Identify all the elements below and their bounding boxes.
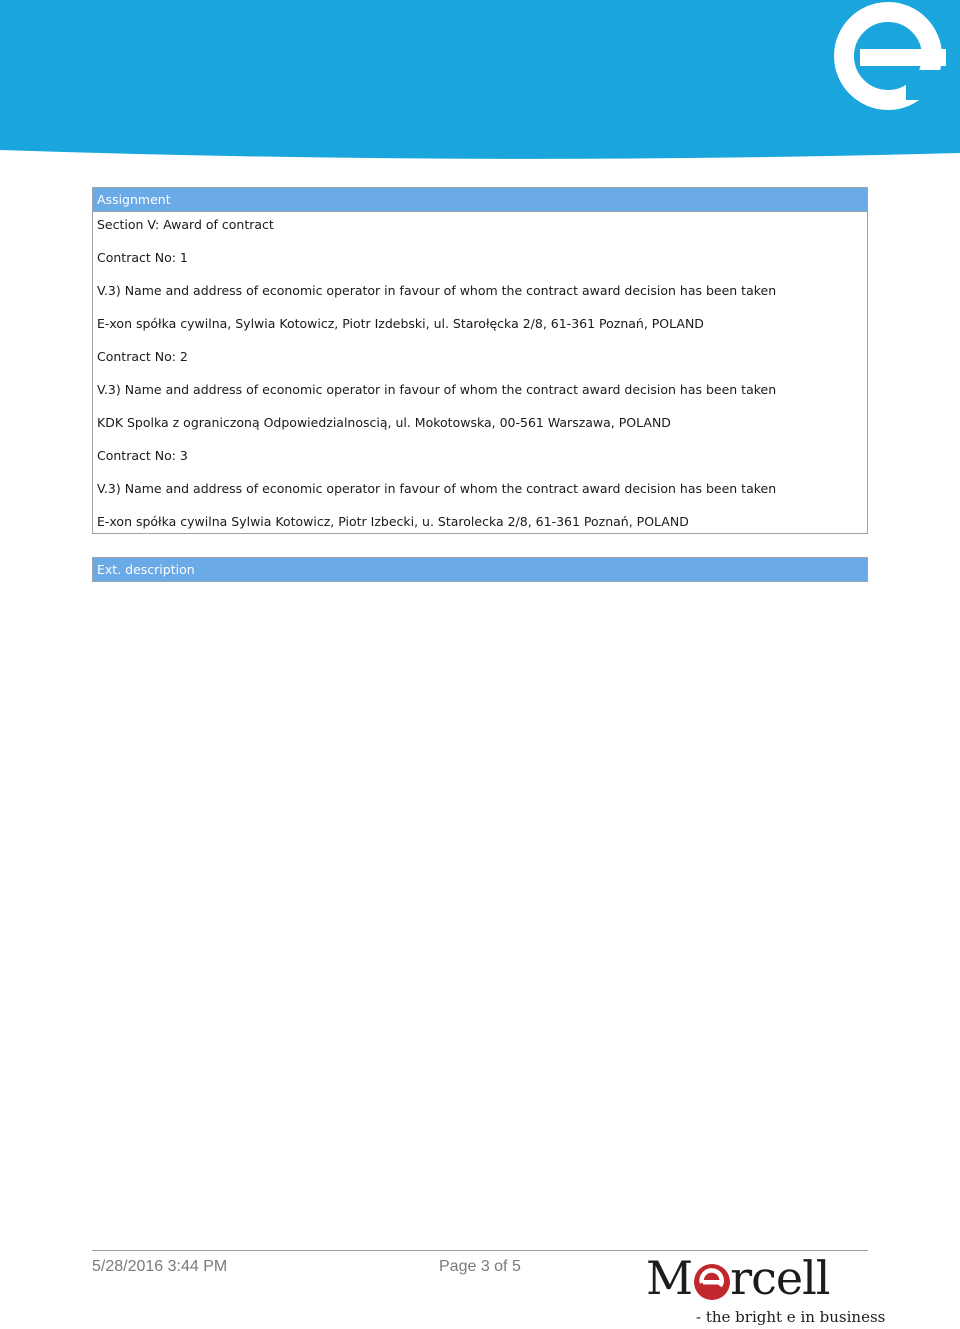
company-logo — [640, 1251, 886, 1329]
operator-label: V.3) Name and address of economic operator in favour of whom the contract award decision has been taken — [97, 481, 777, 496]
ext-description-title: Ext. description — [93, 558, 867, 581]
operator-address: E-xon spółka cywilna, Sylwia Kotowicz, Piotr Izdebski, ul. Starołęcka 2/8, 61-361 Poznań, POLAND — [97, 316, 704, 331]
contract-number: Contract No: 3 — [97, 448, 188, 463]
assignment-title: Assignment — [93, 188, 867, 212]
operator-address: KDK Spolka z ograniczoną Odpowiedzialnoscią, ul. Mokotowska, 00-561 Warszawa, POLAND — [97, 415, 671, 430]
footer-date: 5/28/2016 3:44 PM — [92, 1258, 228, 1275]
operator-address: E-xon spółka cywilna Sylwia Kotowicz, Piotr Izbecki, u. Starolecka 2/8, 61-361 Poznań, POLAND — [97, 514, 689, 529]
assignment-panel — [92, 187, 868, 534]
ext-description-panel — [92, 557, 868, 582]
logo-e-icon — [692, 1252, 730, 1304]
header-banner — [0, 0, 960, 165]
operator-label: V.3) Name and address of economic operator in favour of whom the contract award decision has been taken — [97, 382, 777, 397]
logo-letter-m: M — [646, 1251, 693, 1305]
logo-tagline: - the bright e in business — [696, 1308, 886, 1326]
logo-letters: rcell — [730, 1251, 830, 1305]
operator-label: V.3) Name and address of economic operator in favour of whom the contract award decision has been taken — [97, 283, 777, 298]
section-heading: Section V: Award of contract — [97, 217, 274, 232]
contract-number: Contract No: 2 — [97, 349, 188, 364]
logo-wordmark — [646, 1252, 830, 1304]
contract-number: Contract No: 1 — [97, 250, 188, 265]
page-number: Page 3 of 5 — [439, 1258, 521, 1275]
